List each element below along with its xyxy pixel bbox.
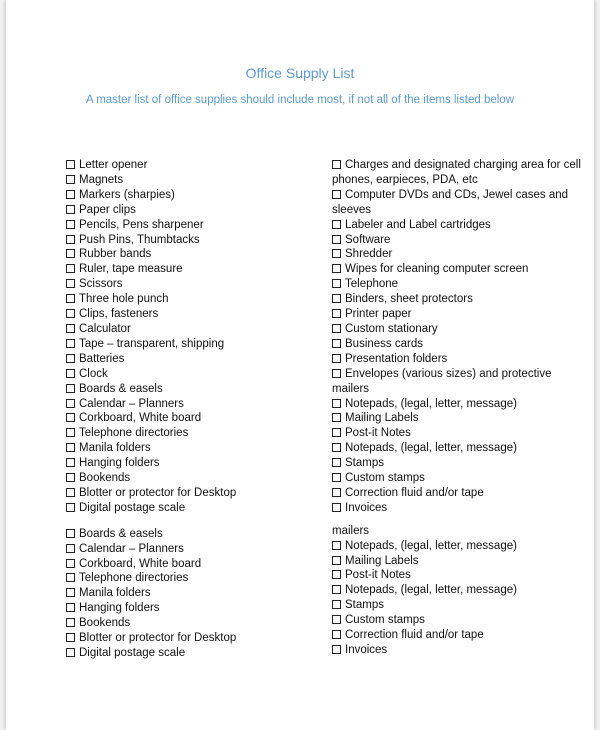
checklist-item (66, 233, 316, 248)
checklist-item (332, 441, 582, 456)
checkbox[interactable] (66, 205, 75, 214)
checklist-item (66, 601, 316, 616)
checklist-item-label: Binders, sheet protectors (345, 293, 473, 306)
checklist-item (66, 337, 316, 352)
checkbox[interactable] (66, 369, 75, 378)
checkbox[interactable] (332, 354, 341, 363)
checklist-item-label: Notepads, (legal, letter, message) (345, 539, 517, 552)
checklist-item-label: Envelopes (various sizes) and protective mailers (332, 367, 552, 395)
checklist-item (66, 586, 316, 601)
checklist-item-label: Manila folders (79, 587, 151, 600)
checkbox[interactable] (66, 473, 75, 482)
right-checklist-column (332, 158, 582, 658)
checklist-item-label: Digital postage scale (79, 501, 186, 514)
checkbox[interactable] (66, 458, 75, 467)
checkbox[interactable] (332, 443, 341, 452)
checklist-item-label: Manila folders (79, 442, 151, 455)
page-title: Office Supply List (245, 65, 355, 81)
checkbox[interactable] (66, 399, 75, 408)
checkbox[interactable] (66, 249, 75, 258)
checkbox[interactable] (66, 428, 75, 437)
checkbox[interactable] (332, 264, 341, 273)
checklist-item-label: Labeler and Label cartridges (345, 218, 491, 231)
checkbox[interactable] (332, 556, 341, 565)
checklist-item (66, 322, 316, 337)
checklist-item (66, 527, 316, 542)
checklist-item (66, 262, 316, 277)
checklist-item (332, 643, 582, 658)
checkbox[interactable] (66, 488, 75, 497)
checklist-item (66, 352, 316, 367)
checklist-item-label: Ruler, tape measure (79, 263, 183, 276)
document-page (5, 0, 595, 730)
right-checklist-group-2 (332, 539, 582, 658)
checklist-item (66, 367, 316, 382)
checkbox[interactable] (332, 369, 341, 378)
checkbox[interactable] (332, 294, 341, 303)
checklist-item-label: Batteries (79, 352, 125, 365)
checklist-item-label: Blotter or protector for Desktop (79, 486, 237, 499)
checklist-item (66, 307, 316, 322)
checkbox[interactable] (332, 399, 341, 408)
checkbox[interactable] (332, 600, 341, 609)
checklist-item (332, 628, 582, 643)
checkbox[interactable] (66, 279, 75, 288)
checklist-item-label: Digital postage scale (79, 647, 186, 659)
checkbox[interactable] (332, 324, 341, 333)
checklist-item (66, 557, 316, 572)
checklist-item (66, 441, 316, 456)
checklist-item-label: Magnets (79, 173, 124, 186)
checklist-item-label: Correction fluid and/or tape (345, 486, 484, 499)
checkbox[interactable] (66, 618, 75, 627)
checklist-item-label: Notepads, (legal, letter, message) (345, 397, 517, 410)
checkbox[interactable] (66, 633, 75, 642)
checklist-item (332, 352, 582, 367)
checklist-item (332, 583, 582, 598)
checklist-item (66, 203, 316, 218)
checkbox[interactable] (66, 384, 75, 393)
checklist-item-label: Clips, fasteners (79, 308, 159, 321)
checklist-item-label: Printer paper (345, 308, 412, 321)
spacer (332, 516, 582, 524)
checkbox[interactable] (332, 339, 341, 348)
checklist-item (66, 292, 316, 307)
checkbox[interactable] (66, 503, 75, 512)
checklist-item-label: Presentation folders (345, 352, 448, 365)
checklist-item (66, 218, 316, 233)
checklist-item (66, 247, 316, 262)
checklist-item (66, 411, 316, 426)
checklist-item (66, 277, 316, 292)
checklist-item (66, 456, 316, 471)
checklist-item-label: Calendar – Planners (79, 397, 184, 410)
checklist-item (332, 397, 582, 412)
checklist-item (332, 471, 582, 486)
checkbox[interactable] (332, 458, 341, 467)
checkbox[interactable] (66, 220, 75, 229)
checkbox[interactable] (66, 413, 75, 422)
checkbox[interactable] (66, 264, 75, 273)
checkbox[interactable] (66, 529, 75, 538)
checklist-item-label: Software (345, 233, 391, 246)
checklist-item (332, 367, 582, 397)
checkbox[interactable] (332, 488, 341, 497)
checkbox[interactable] (332, 615, 341, 624)
checklist-item (332, 337, 582, 352)
checklist-item (332, 613, 582, 628)
spacer (66, 516, 316, 527)
checkbox[interactable] (332, 190, 341, 199)
checklist-item-label: Hanging folders (79, 602, 160, 615)
checkbox[interactable] (332, 235, 341, 244)
checkbox[interactable] (66, 294, 75, 303)
checklist-item (66, 542, 316, 557)
checkbox[interactable] (66, 588, 75, 597)
right-checklist-group-1 (332, 158, 582, 516)
checklist-item (332, 568, 582, 583)
checklist-item (332, 247, 582, 262)
checklist-item-label: Corkboard, White board (79, 412, 202, 425)
left-checklist-group-2 (66, 527, 316, 661)
left-checklist-column (66, 158, 316, 661)
checklist-item-label: Tape – transparent, shipping (79, 337, 225, 350)
checkbox[interactable] (332, 645, 341, 654)
checklist-item (332, 292, 582, 307)
checkbox[interactable] (332, 630, 341, 639)
checklist-item-label: Custom stationary (345, 322, 438, 335)
checklist-item-label: Calculator (79, 322, 131, 335)
checkbox[interactable] (332, 570, 341, 579)
checkbox[interactable] (66, 443, 75, 452)
checkbox[interactable] (332, 541, 341, 550)
checklist-item-label: Bookends (79, 617, 131, 630)
checklist-item (332, 539, 582, 554)
checklist-item-label: Bookends (79, 472, 131, 485)
checklist-item-label: Shredder (345, 248, 393, 261)
checklist-item (66, 501, 316, 516)
checklist-item-label: Notepads, (legal, letter, message) (345, 442, 517, 455)
checklist-item-label: Telephone directories (79, 572, 189, 585)
checkbox[interactable] (66, 354, 75, 363)
checklist-item-label: Mailing Labels (345, 412, 419, 425)
checklist-item-label: Business cards (345, 337, 423, 350)
checklist-item-label: Post-it Notes (345, 427, 411, 440)
checklist-item (332, 188, 582, 218)
checklist-item-label: Telephone directories (79, 427, 189, 440)
checklist-item (332, 554, 582, 569)
checkbox[interactable] (332, 249, 341, 258)
checkbox[interactable] (332, 585, 341, 594)
checklist-item-label: Custom stamps (345, 614, 425, 627)
checkbox[interactable] (66, 190, 75, 199)
checklist-item (66, 397, 316, 412)
checklist-item (332, 501, 582, 516)
page-subtitle: A master list of office supplies should include most, if not all of the items listed below (85, 94, 515, 106)
checklist-item-label: Wipes for cleaning computer screen (345, 263, 529, 276)
checkbox[interactable] (66, 324, 75, 333)
checklist-item (66, 426, 316, 441)
checklist-item (332, 233, 582, 248)
checklist-item-label: Mailing Labels (345, 554, 419, 567)
checklist-item-label: Paper clips (79, 203, 136, 216)
checklist-item (66, 571, 316, 586)
checkbox[interactable] (332, 160, 341, 169)
checklist-item (66, 646, 316, 661)
checklist-item-label: Scissors (79, 278, 123, 291)
checklist-item-label: Boards & easels (79, 527, 163, 540)
checklist-item-label: Stamps (345, 457, 384, 470)
checklist-item (332, 456, 582, 471)
right-group-2-heading: mailers (332, 524, 370, 537)
checkbox[interactable] (66, 544, 75, 553)
checklist-item-label: Post-it Notes (345, 569, 411, 582)
checkbox[interactable] (332, 309, 341, 318)
checklist-item-label: Notepads, (legal, letter, message) (345, 584, 517, 597)
checkbox[interactable] (66, 573, 75, 582)
checklist-item (66, 486, 316, 501)
checkbox[interactable] (66, 309, 75, 318)
checklist-item (66, 188, 316, 203)
checklist-item-label: Stamps (345, 599, 384, 612)
checklist-item (332, 218, 582, 233)
checklist-item-label: Correction fluid and/or tape (345, 629, 484, 642)
checklist-item-label: Telephone (345, 278, 399, 291)
checkbox[interactable] (66, 603, 75, 612)
checkbox[interactable] (332, 413, 341, 422)
checkbox[interactable] (332, 503, 341, 512)
checkbox[interactable] (332, 220, 341, 229)
checklist-item-label: Three hole punch (79, 293, 169, 306)
checklist-item-label: Markers (sharpies) (79, 188, 175, 201)
checkbox[interactable] (66, 339, 75, 348)
checkbox[interactable] (66, 648, 75, 657)
checklist-item (332, 277, 582, 292)
checklist-item (332, 262, 582, 277)
checklist-item-label: Custom stamps (345, 472, 425, 485)
checklist-item-label: Boards & easels (79, 382, 163, 395)
checklist-item (332, 307, 582, 322)
checklist-item-label: Calendar – Planners (79, 542, 184, 555)
checklist-item-label: Hanging folders (79, 457, 160, 470)
checkbox[interactable] (332, 473, 341, 482)
checklist-item-label: Invoices (345, 501, 388, 514)
checklist-item (66, 173, 316, 188)
checklist-item (66, 471, 316, 486)
checklist-item (332, 598, 582, 613)
checkbox[interactable] (66, 559, 75, 568)
checklist-item-label: Pencils, Pens sharpener (79, 218, 204, 231)
checklist-item-label: Push Pins, Thumbtacks (79, 233, 200, 246)
checklist-item (66, 382, 316, 397)
checklist-item (66, 616, 316, 631)
checklist-item-label: Letter opener (79, 159, 148, 171)
checklist-item-label: Corkboard, White board (79, 557, 202, 570)
checkbox[interactable] (66, 235, 75, 244)
checklist-item (332, 426, 582, 441)
checklist-item (332, 411, 582, 426)
checklist-item-label: Charges and designated charging area for cell phones, earpieces, PDA, etc (332, 159, 581, 186)
checklist-item (332, 158, 582, 188)
left-checklist-group-1 (66, 158, 316, 516)
checklist-item-label: Blotter or protector for Desktop (79, 632, 237, 645)
checkbox[interactable] (66, 175, 75, 184)
checklist-item-label: Invoices (345, 644, 388, 656)
checkbox[interactable] (332, 428, 341, 437)
checklist-item (332, 322, 582, 337)
checklist-item (66, 631, 316, 646)
checklist-item (66, 158, 316, 173)
checkbox[interactable] (66, 160, 75, 169)
checklist-item-label: Clock (79, 367, 108, 380)
checkbox[interactable] (332, 279, 341, 288)
checklist-item (332, 486, 582, 501)
checklist-item-label: Computer DVDs and CDs, Jewel cases and sleeves (332, 188, 569, 216)
checklist-item-label: Rubber bands (79, 248, 152, 261)
